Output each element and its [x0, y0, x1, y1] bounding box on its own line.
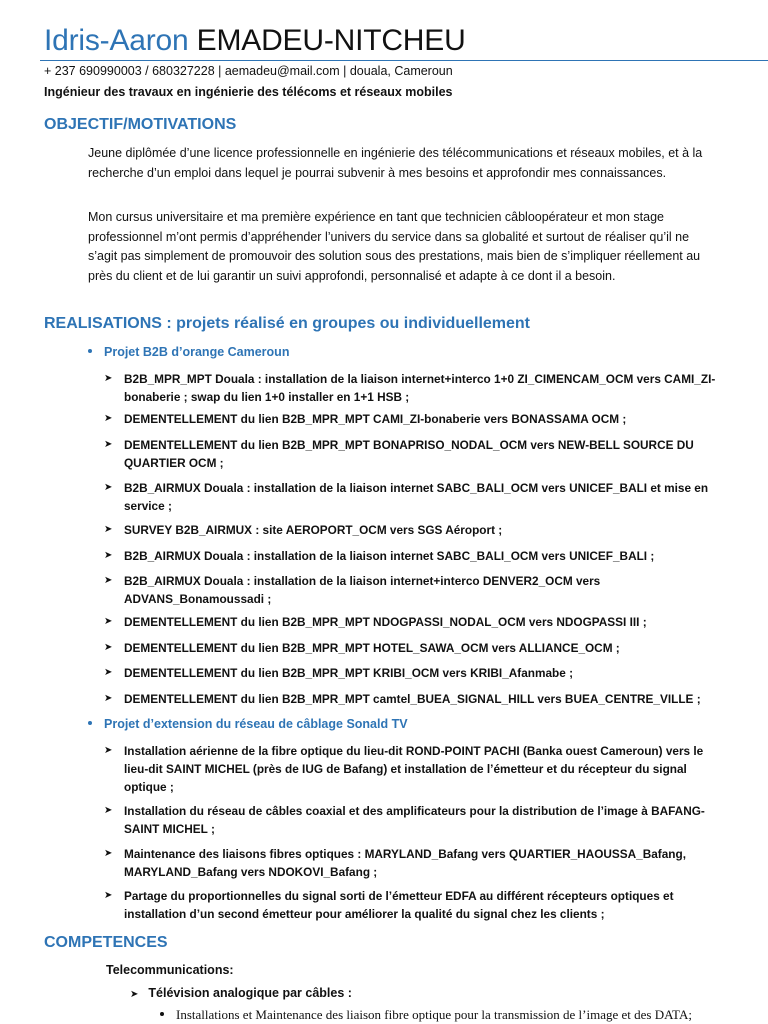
list-item	[104, 613, 724, 631]
list-item	[104, 845, 724, 881]
list-item-text: Installation du réseau de câbles coaxial et des amplificateurs pour la distribution de l’image à BAFANG-SAINT MICHEL ;	[124, 804, 705, 836]
arrow-bullet-icon: ➤	[130, 989, 139, 1000]
list-item	[104, 690, 724, 708]
competence-subheading	[130, 985, 352, 1003]
section-heading-competences: COMPETENCES	[44, 934, 168, 951]
last-name: EMADEU-NITCHEU	[196, 24, 466, 57]
list-item-text: DEMENTELLEMENT du lien B2B_MPR_MPT HOTEL_SAWA_OCM vers ALLIANCE_OCM ;	[124, 641, 620, 655]
arrow-bullet-icon: ➤	[104, 482, 113, 493]
list-item	[104, 802, 724, 838]
list-item	[104, 742, 724, 796]
project-title-text: Projet d’extension du réseau de câblage Sonald TV	[104, 717, 408, 731]
competence-detail	[160, 1006, 692, 1023]
list-item	[104, 547, 724, 565]
project-title-text: Projet B2B d’orange Cameroun	[104, 345, 290, 359]
header-divider	[40, 60, 768, 61]
list-item-text: SURVEY B2B_AIRMUX : site AEROPORT_OCM vers SGS Aéroport ;	[124, 523, 503, 537]
arrow-bullet-icon: ➤	[104, 439, 113, 450]
list-item-text: B2B_AIRMUX Douala : installation de la liaison internet SABC_BALI_OCM vers UNICEF_BALI et mise en service ;	[124, 481, 709, 513]
objectif-paragraph-2: Mon cursus universitaire et ma première expérience en tant que technicien câbloopérateur et mon stage professionnel m’ont permis d’appréhender l’univers du service dans sa globalité et surtout de réaliser qu’il ne s’agit pas simplement de promouvoir des solution sous des prestations, mais bien de s’impliquer réellement au près du client et de lui garantir un suivi approfondi, personnalisé et adapte à ce dont il a besoin.	[88, 210, 701, 283]
list-item-text: B2B_AIRMUX Douala : installation de la liaison internet+interco DENVER2_OCM vers ADVANS_Bonamoussadi ;	[124, 574, 601, 606]
arrow-bullet-icon: ➤	[104, 890, 113, 901]
list-item-text: DEMENTELLEMENT du lien B2B_MPR_MPT NDOGPASSI_NODAL_OCM vers NDOGPASSI III ;	[124, 615, 647, 629]
arrow-bullet-icon: ➤	[104, 524, 113, 535]
competence-detail-text: Installations et Maintenance des liaison fibre optique pour la transmission de l’image et des DATA;	[176, 1007, 692, 1022]
list-item	[104, 572, 724, 608]
list-item-text: Maintenance des liaisons fibres optiques : MARYLAND_Bafang vers QUARTIER_HAOUSSA_Bafang, MARYLAND_Bafang vers NDOKOVI_Bafang ;	[124, 847, 686, 879]
list-item-text: B2B_MPR_MPT Douala : installation de la liaison internet+interco 1+0 ZI_CIMENCAM_OCM vers CAMI_ZI-bonaberie ; swap du lien 1+0 installer en 1+1 HSB ;	[124, 372, 716, 404]
arrow-bullet-icon: ➤	[104, 693, 113, 704]
list-item	[104, 436, 724, 472]
arrow-bullet-icon: ➤	[104, 373, 113, 384]
bullet-icon	[88, 349, 92, 353]
list-item-text: Partage du proportionnelles du signal sorti de l’émetteur EDFA au différent récepteurs optiques et installation d’un second émetteur pour améliorer la qualité du signal chez les clients ;	[124, 889, 674, 921]
bullet-icon	[88, 721, 92, 725]
job-title: Ingénieur des travaux en ingénierie des télécoms et réseaux mobiles	[44, 85, 453, 99]
list-item	[104, 639, 724, 657]
project-title	[88, 344, 289, 361]
list-item	[104, 479, 724, 515]
arrow-bullet-icon: ➤	[104, 805, 113, 816]
arrow-bullet-icon: ➤	[104, 745, 113, 756]
project-title	[88, 716, 408, 733]
list-item-text: DEMENTELLEMENT du lien B2B_MPR_MPT camtel_BUEA_SIGNAL_HILL vers BUEA_CENTRE_VILLE ;	[124, 692, 701, 706]
arrow-bullet-icon: ➤	[104, 848, 113, 859]
section-heading-objectif: OBJECTIF/MOTIVATIONS	[44, 116, 237, 133]
list-item	[104, 370, 724, 406]
contact-line: + 237 690990003 / 680327228 | aemadeu@mail.com | douala, Cameroun	[44, 64, 453, 78]
candidate-name	[44, 22, 466, 60]
list-item-text: B2B_AIRMUX Douala : installation de la liaison internet SABC_BALI_OCM vers UNICEF_BALI ;	[124, 549, 655, 563]
list-item-text: DEMENTELLEMENT du lien B2B_MPR_MPT BONAPRISO_NODAL_OCM vers NEW-BELL SOURCE DU QUARTIER OCM ;	[124, 438, 694, 470]
list-item	[104, 410, 724, 428]
list-item	[104, 521, 724, 539]
arrow-bullet-icon: ➤	[104, 667, 113, 678]
competence-subheading-text: Télévision analogique par câbles :	[148, 986, 352, 1000]
list-item-text: Installation aérienne de la fibre optique du lieu-dit ROND-POINT PACHI (Banka ouest Cameroun) vers le lieu-dit SAINT MICHEL (près de IUG de Bafang) et installation de l’émetteur et du récepteur du signal optique ;	[124, 744, 704, 794]
arrow-bullet-icon: ➤	[104, 550, 113, 561]
section-heading-realisations: REALISATIONS : projets réalisé en groupes ou individuellement	[44, 315, 531, 332]
list-item-text: DEMENTELLEMENT du lien B2B_MPR_MPT CAMI_ZI-bonaberie vers BONASSAMA OCM ;	[124, 412, 627, 426]
competence-category: Telecommunications:	[106, 963, 234, 977]
list-item-text: DEMENTELLEMENT du lien B2B_MPR_MPT KRIBI_OCM vers KRIBI_Afanmabe ;	[124, 666, 573, 680]
list-item	[104, 887, 724, 923]
list-item	[104, 664, 724, 682]
first-name: Idris-Aaron	[44, 24, 189, 57]
arrow-bullet-icon: ➤	[104, 616, 113, 627]
bullet-icon	[160, 1012, 164, 1016]
objectif-paragraph-1: Jeune diplômée d’une licence professionnelle en ingénierie des télécommunications et réseaux mobiles, et à la recherche d’un emploi dans lequel je pourrai subvenir à mes besoins et approfondir mes connaissances.	[88, 146, 703, 180]
arrow-bullet-icon: ➤	[104, 642, 113, 653]
arrow-bullet-icon: ➤	[104, 575, 113, 586]
arrow-bullet-icon: ➤	[104, 413, 113, 424]
